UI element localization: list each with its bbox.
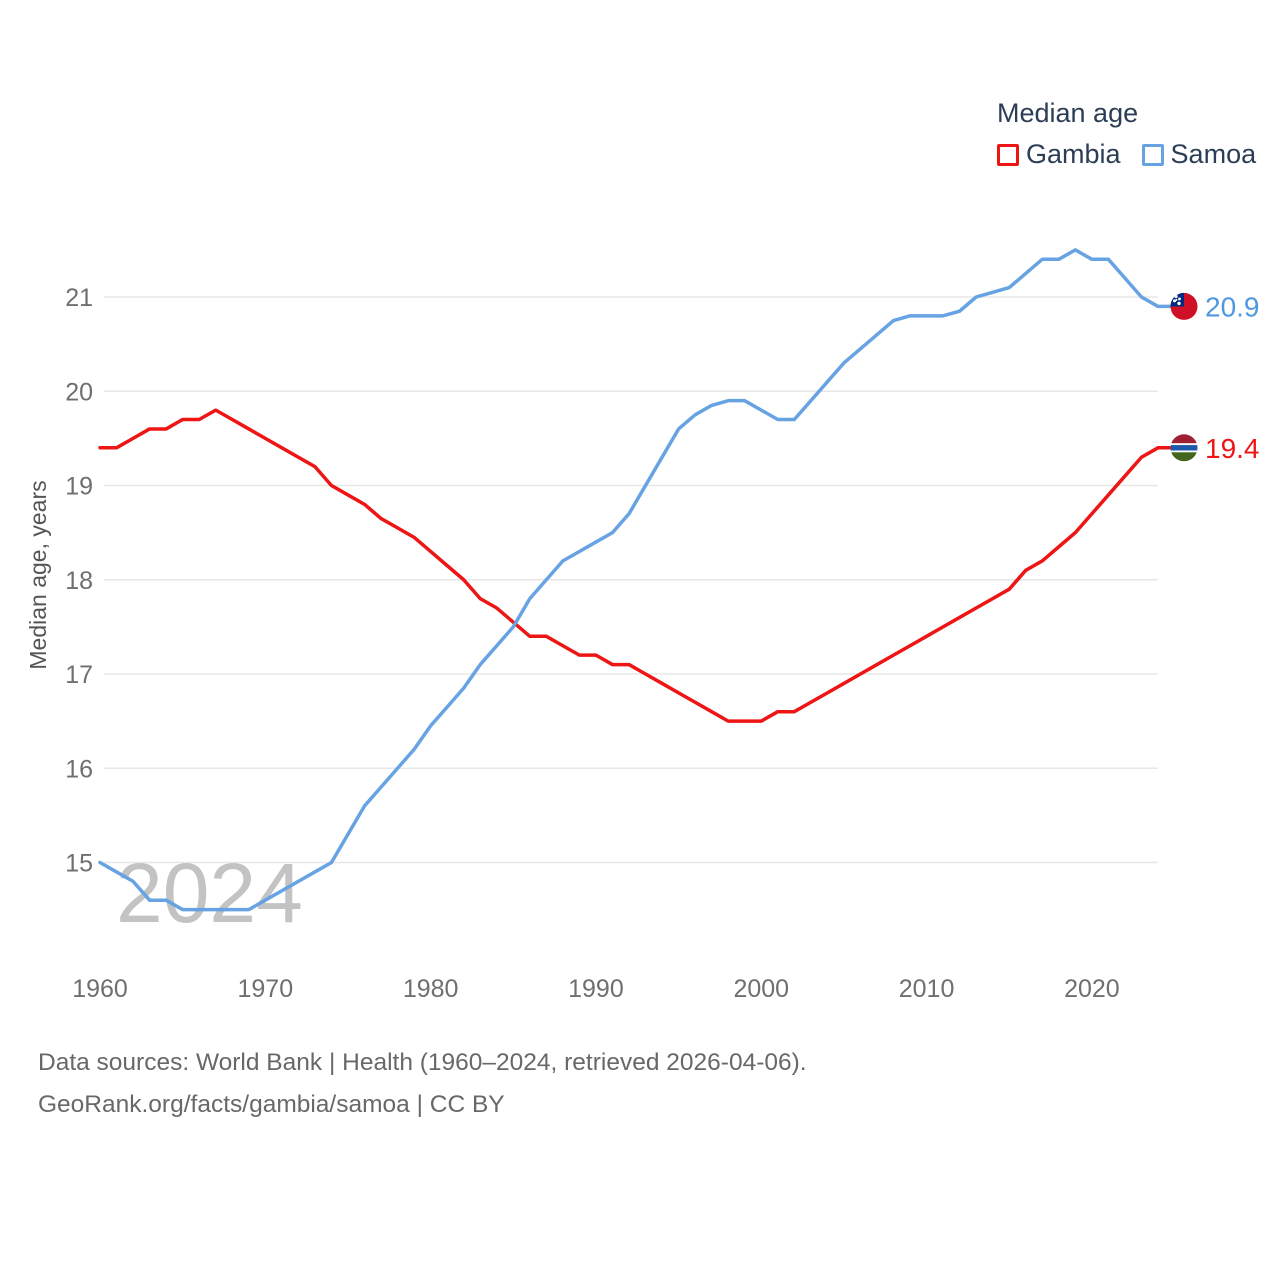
legend: [997, 100, 1256, 168]
y-tick-label: 20: [65, 378, 93, 407]
gambia-flag-icon: [1170, 434, 1198, 462]
samoa-end-value: 20.9: [1205, 291, 1260, 323]
footer-data-sources: Data sources: World Bank | Health (1960–2024, retrieved 2026-04-06).: [38, 1049, 807, 1076]
footer: [38, 1042, 807, 1126]
legend-label-gambia: Gambia: [1026, 139, 1121, 169]
x-tick-label: 1970: [237, 975, 294, 1003]
y-tick-label: 19: [65, 472, 93, 501]
samoa-swatch-icon: [1142, 144, 1164, 166]
x-tick-label: 1960: [72, 975, 128, 1003]
x-tick-label: 1980: [402, 975, 459, 1003]
y-tick-label: 17: [65, 661, 93, 689]
x-tick-label: 2020: [1064, 975, 1120, 1003]
x-tick-label: 2000: [733, 975, 790, 1003]
legend-row: [997, 141, 1256, 168]
legend-title: Median age: [997, 98, 1139, 128]
y-tick-label: 21: [65, 284, 93, 312]
legend-label-samoa: Samoa: [1170, 139, 1257, 169]
y-tick-label: 15: [65, 849, 93, 878]
samoa-flag-icon: [1170, 292, 1198, 320]
gambia-end-value: 19.4: [1205, 432, 1260, 464]
x-tick-label: 2010: [898, 975, 955, 1003]
y-axis-title: Median age, years: [25, 480, 51, 670]
watermark-year: 2024: [116, 846, 303, 940]
grid-layer: [65, 284, 1158, 878]
x-tick-label: 1990: [568, 975, 624, 1003]
y-tick-label: 16: [65, 755, 93, 784]
legend-item-samoa[interactable]: [1142, 141, 1257, 168]
x-axis-labels: [72, 975, 1120, 1003]
legend-item-gambia[interactable]: [997, 141, 1121, 168]
y-tick-label: 18: [65, 566, 93, 595]
footer-attribution: GeoRank.org/facts/gambia/samoa | CC BY: [38, 1091, 505, 1119]
gambia-swatch-icon: [997, 144, 1019, 166]
